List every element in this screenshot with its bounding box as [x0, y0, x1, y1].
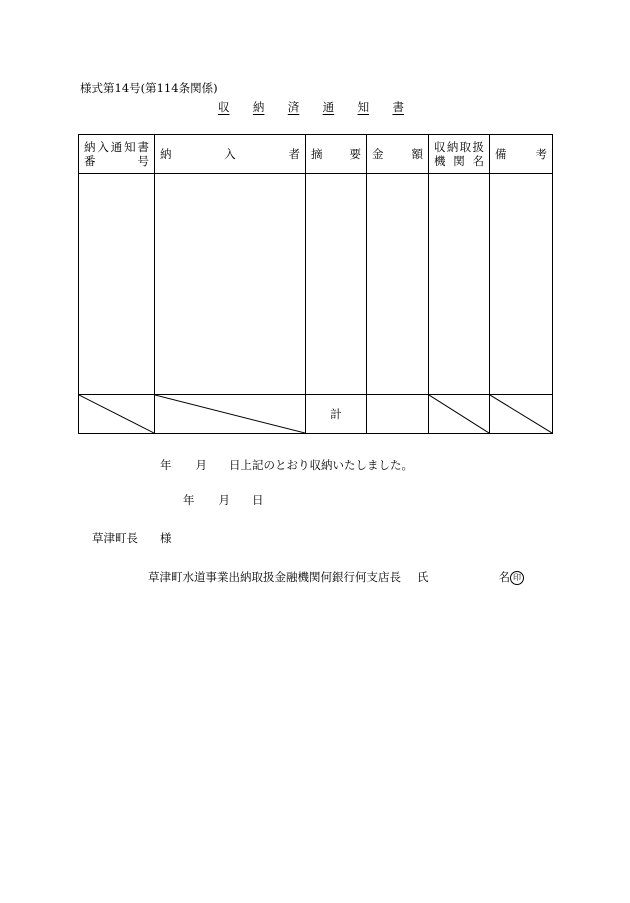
header-handling-institution [429, 135, 490, 174]
issue-date [183, 492, 264, 508]
title-char: 収 [218, 100, 230, 114]
header-char: 納 [446, 140, 459, 154]
header-char: 知 [124, 140, 136, 154]
addressee-name: 草津町長 [92, 531, 138, 545]
form-number: 様式第14号(第114条関係) [80, 81, 218, 95]
receipt-day-statement: 日上記のとおり収納いたしました。 [229, 458, 413, 472]
receipt-year-label: 年 [160, 458, 172, 472]
name-label-family: 氏 [417, 570, 429, 584]
header-payer [155, 135, 306, 174]
signatory-line [148, 569, 524, 585]
total-cell-struck-4 [490, 395, 553, 434]
header-char: 考 [535, 147, 547, 161]
header-char: 入 [224, 147, 236, 161]
cell-notice-number[interactable] [79, 174, 155, 395]
receipt-statement [160, 457, 413, 473]
title-char: 書 [392, 100, 404, 114]
header-char: 納 [160, 147, 172, 161]
diagonal-strike [429, 395, 489, 433]
header-notice-number [79, 135, 155, 174]
header-char: 金 [372, 147, 384, 161]
header-char: 扱 [472, 140, 484, 154]
title-char: 知 [357, 100, 370, 114]
cell-remarks[interactable] [490, 174, 553, 395]
header-char: 要 [349, 147, 361, 161]
title-char: 通 [322, 100, 335, 114]
header-char: 取 [459, 140, 472, 154]
header-char: 名 [472, 154, 484, 168]
header-amount [367, 135, 429, 174]
header-char: 番 [84, 154, 96, 168]
title-char: 済 [287, 100, 300, 114]
header-char: 額 [411, 147, 423, 161]
table-total-row [79, 395, 553, 434]
total-label: 計 [306, 395, 367, 434]
header-char: 摘 [311, 147, 323, 161]
header-char: 入 [97, 140, 109, 154]
header-char: 備 [495, 147, 507, 161]
header-remarks [490, 135, 553, 174]
header-char: 関 [453, 154, 465, 168]
addressee-honorific: 様 [160, 531, 172, 545]
total-cell-struck-2 [155, 395, 306, 434]
issue-month-label: 月 [218, 493, 230, 507]
name-label-given: 名 [498, 570, 510, 584]
issue-day-label: 日 [252, 493, 264, 507]
total-amount-cell[interactable] [367, 395, 429, 434]
cell-description[interactable] [306, 174, 367, 395]
header-description [306, 135, 367, 174]
receipt-table [78, 134, 553, 434]
document-title [218, 99, 404, 115]
diagonal-strike [79, 395, 154, 433]
seal-icon: 印 [510, 571, 524, 585]
signatory-title: 草津町水道事業出納取扱金融機関何銀行何支店長 [148, 570, 401, 584]
header-char: 機 [434, 154, 446, 168]
header-char: 通 [110, 140, 123, 154]
cell-handling-institution[interactable] [429, 174, 490, 395]
header-char: 者 [288, 147, 300, 161]
receipt-month-label: 月 [195, 458, 207, 472]
addressee [92, 530, 172, 546]
cell-amount[interactable] [367, 174, 429, 395]
header-char: 納 [84, 140, 96, 154]
table-header-row [79, 135, 553, 174]
header-char: 号 [137, 154, 149, 168]
header-char: 書 [137, 140, 149, 154]
diagonal-strike [490, 395, 552, 433]
diagonal-strike [155, 395, 305, 433]
table-body-row [79, 174, 553, 395]
total-cell-struck-3 [429, 395, 490, 434]
header-char: 収 [434, 140, 446, 154]
issue-year-label: 年 [183, 493, 195, 507]
cell-payer[interactable] [155, 174, 306, 395]
title-char: 納 [252, 100, 265, 114]
total-cell-struck-1 [79, 395, 155, 434]
